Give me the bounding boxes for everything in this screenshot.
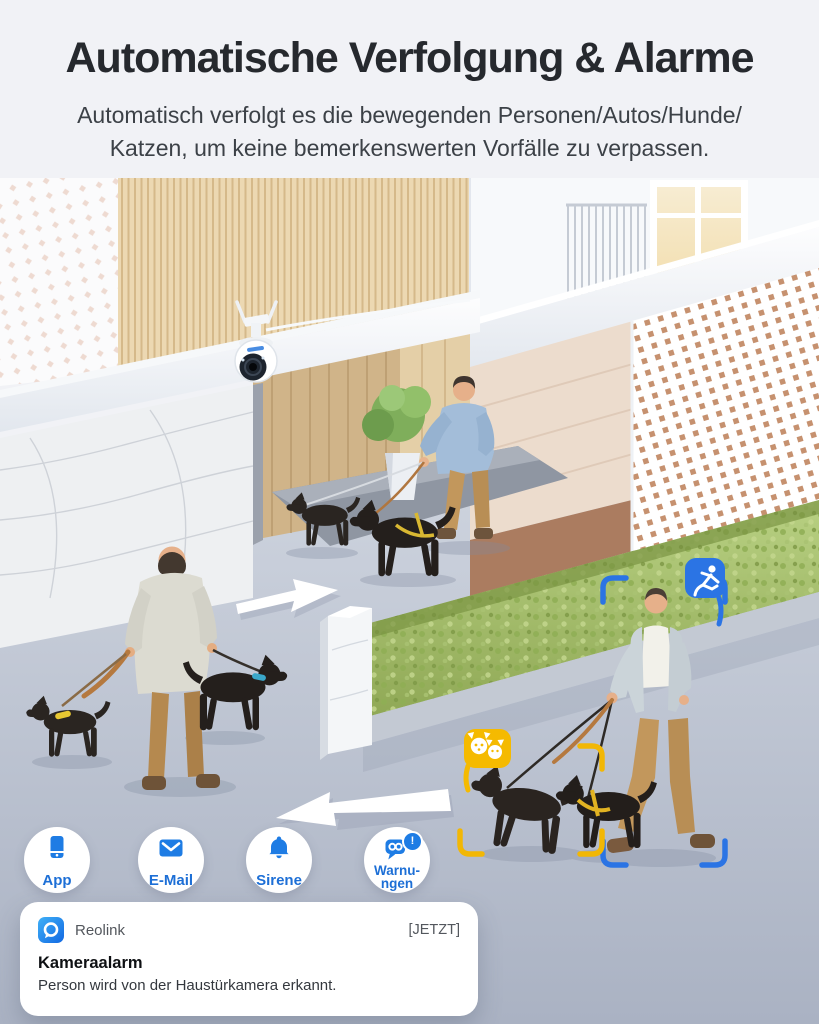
reolink-logo (38, 917, 64, 943)
notification-title: Kameraalarm (38, 954, 143, 972)
feature-alerts: ! Warnu- ngen (364, 827, 430, 893)
feature-label: Sirene (256, 871, 302, 889)
subtitle-line-2: Katzen, um keine bemerkenswerten Vorfälle zu verpassen. (109, 134, 710, 161)
feature-label: Warnu- (374, 863, 420, 879)
marble-pillar (320, 606, 372, 760)
perforated-wall-left (0, 178, 118, 386)
page-title: Automatische Verfolgung & Alarme (65, 34, 754, 82)
subtitle-line-1: Automatisch verfolgt es die bewegenden Personen/Autos/Hunde/ (77, 102, 742, 128)
envelope-icon (157, 834, 185, 862)
bell-icon (265, 834, 293, 862)
feature-email (138, 827, 204, 893)
alert-badge: ! (402, 831, 423, 852)
page-subtitle (0, 99, 819, 164)
notification-card (20, 902, 478, 1016)
feature-label: E-Mail (148, 871, 194, 889)
smartphone-icon (43, 834, 71, 862)
notification-body: Person wird von der Haustürkamera erkannt. (38, 977, 337, 994)
feature-label: App (42, 871, 72, 889)
feature-app (24, 827, 90, 893)
notification-time: [JETZT] (408, 922, 460, 938)
feature-siren (246, 827, 312, 893)
header (0, 0, 819, 164)
notification-app-name: Reolink (75, 921, 126, 939)
